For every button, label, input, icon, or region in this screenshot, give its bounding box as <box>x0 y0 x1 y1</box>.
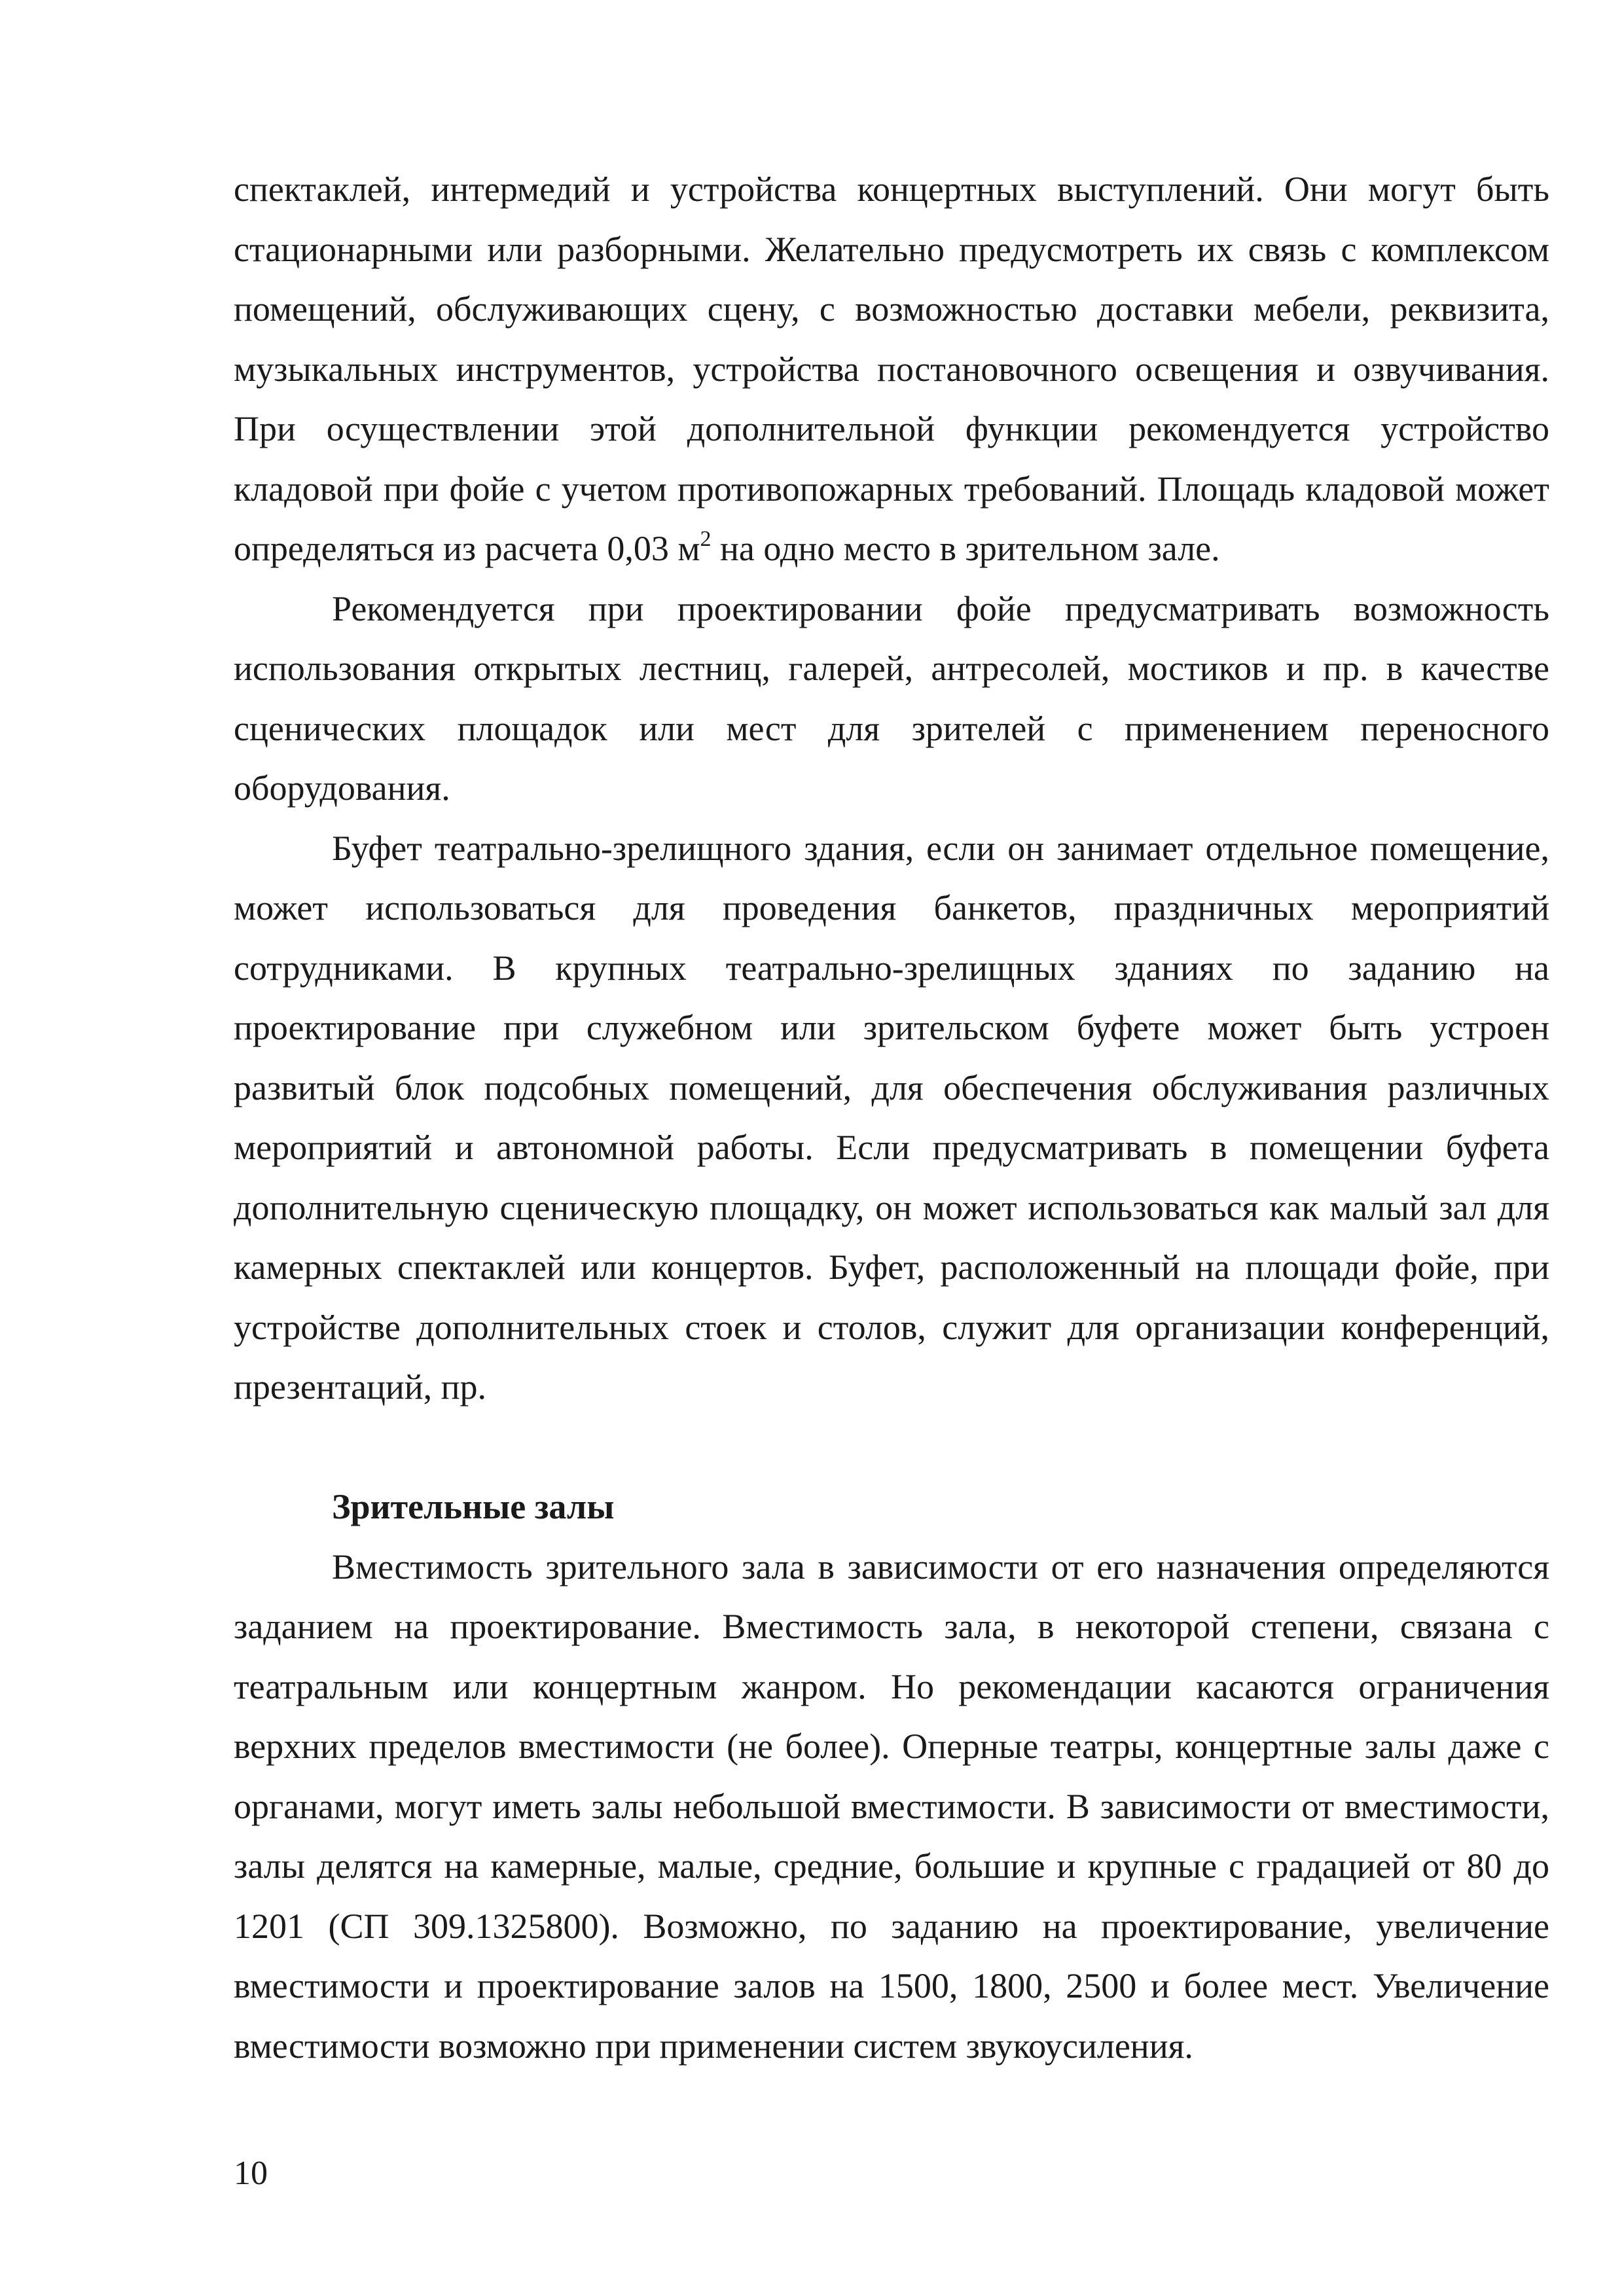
paragraph-buffet: Буфет театрально-зрелищного здания, если он занимает отдельное помещение, может использоваться для проведения банкетов, праздничных мероприятий сотрудниками. В крупных театрально-зрелищных зданиях по заданию на проектирование при служебном или зрительском буфете может быть устроен развитый блок подсобных помещений, для обеспечения обслуживания различных мероприятий и автономной работы. Если предусматривать в помещении буфета дополнительную сценическую площадку, он может использоваться как малый зал для камерных спектаклей или концертов. Буфет, расположенный на площади фойе, при устройстве дополнительных стоек и столов, служит для организации конференций, презентаций, пр. <box>234 828 1549 1407</box>
section-heading: Зрительные залы <box>332 1487 615 1526</box>
paragraph-foyer-stage <box>234 160 1549 579</box>
paragraph-foyer-stage-text: спектаклей, интермедий и устройства концертных выступлений. Они могут быть стационарными или разборными. Желательно предусмотреть их связь с комплексом помещений, обслуживающих сцену, с возможностью доставки мебели, реквизита, музыкальных инструментов, устройства постановочного освещения и озвучивания. При осуществлении этой дополнительной функции рекомендуется устройство кладовой при фойе с учетом противопожарных требований. Площадь кладовой может определяться из расчета 0,03 м <box>234 170 1549 568</box>
paragraph-open-stairs: Рекомендуется при проектировании фойе предусматривать возможность использования открытых лестниц, галерей, антресолей, мостиков и пр. в качестве сценических площадок или мест для зрителей с применением переносного оборудования. <box>234 588 1549 808</box>
page-number: 10 <box>234 2155 268 2192</box>
superscript-square: 2 <box>700 527 712 551</box>
body-text <box>234 160 1549 2076</box>
paragraph-hall-capacity: Вместимость зрительного зала в зависимости от его назначения определяются заданием на проектирование. Вместимость зала, в некоторой степени, связана с театральным или концертным жанром. Но рекомендации касаются ограничения верхних пределов вместимости (не более). Оперные театры, концертные залы даже с органами, могут иметь залы небольшой вместимости. В зависимости от вместимости, залы делятся на камерные, малые, средние, большие и крупные с градацией от 80 до 1201 (СП 309.1325800). Возможно, по заданию на проектирование, увеличение вместимости и проектирование залов на 1500, 1800, 2500 и более мест. Увеличение вместимости возможно при применении систем звукоусиления. <box>234 1547 1549 2066</box>
paragraph-foyer-stage-end: на одно место в зрительном зале. <box>711 529 1220 568</box>
